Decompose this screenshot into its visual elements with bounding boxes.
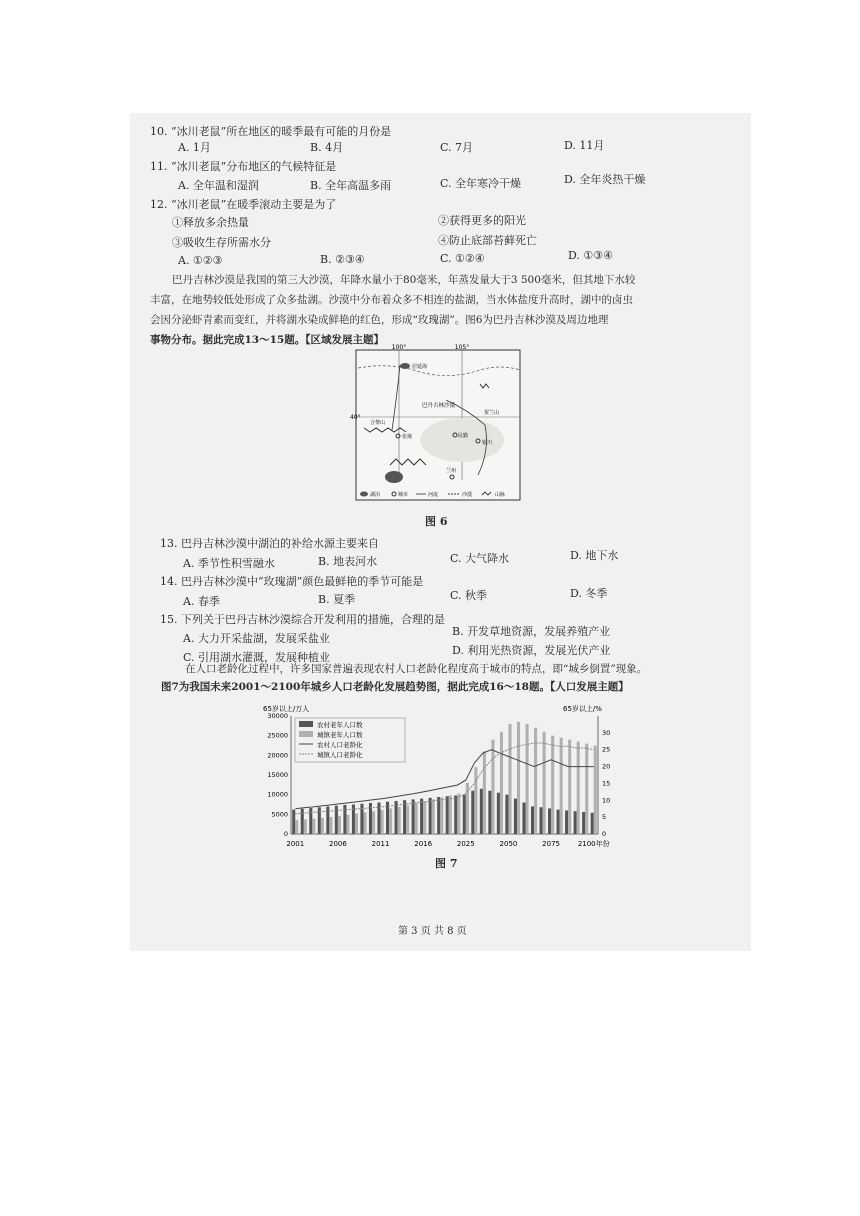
q12-statement-2: ②获得更多的阳光 xyxy=(438,214,526,227)
map-label-minqin: 民勤 xyxy=(458,433,469,439)
bar-urban-2100 xyxy=(594,746,597,835)
bar-rural-2014 xyxy=(403,800,406,834)
bar-urban-2025 xyxy=(466,783,469,834)
bar-rural-2005 xyxy=(326,806,329,834)
legend-rural-count-swatch xyxy=(299,721,313,727)
bar-urban-2075 xyxy=(551,736,554,834)
q15-stem: 15. 下列关于巴丹吉林沙漠综合开发利用的措施，合理的是 xyxy=(160,613,445,626)
legend-city: 城市 xyxy=(398,492,409,498)
passage2-line-2: 图7为我国未来2001～2100年城乡人口老龄化发展趋势图，据此完成16～18题。【人口发展主题】 xyxy=(161,681,629,693)
map-label-yinchuan: 银川 xyxy=(482,440,493,446)
bar-rural-2003 xyxy=(309,808,312,834)
q12-statement-4: ④防止底部苔藓死亡 xyxy=(438,234,537,247)
bar-urban-2012 xyxy=(389,808,392,834)
bar-rural-2075 xyxy=(548,808,551,834)
q12-stem: 12. “冰川老鼠”在暖季滚动主要是为了 xyxy=(150,198,337,211)
q11-stem: 11. “冰川老鼠”分布地区的气候特征是 xyxy=(150,160,337,173)
map-label-lanzhou: 兰州 xyxy=(446,468,457,474)
chart-ytick-left: 0 xyxy=(283,830,288,838)
bar-urban-2004 xyxy=(321,818,324,834)
chart-ytick-left: 25000 xyxy=(267,731,288,740)
bar-urban-2016 xyxy=(423,801,426,834)
bar-urban-2003 xyxy=(312,819,315,834)
legend-urban-count-swatch xyxy=(299,731,313,737)
figure-6-caption: 图 6 xyxy=(425,515,448,528)
map-label-desert: 巴丹吉林沙漠 xyxy=(422,403,456,409)
passage2-line-1: 在人口老龄化过程中，许多国家普遍表现农村人口老龄化程度高于城市的特点，即“城乡倒置”现象。 xyxy=(185,663,648,675)
q14-option-b: B. 夏季 xyxy=(318,593,356,606)
bar-urban-2085 xyxy=(568,740,571,834)
q11-option-d: D. 全年炎热干燥 xyxy=(564,173,646,186)
q11-option-c: C. 全年寒冷干燥 xyxy=(440,177,522,190)
bar-rural-2002 xyxy=(301,809,304,834)
legend-lake: 湖泊 xyxy=(370,492,381,498)
bar-urban-2006 xyxy=(338,816,341,834)
passage1-line-1: 巴丹吉林沙漠是我国的第三大沙漠，年降水量小于80毫米，年蒸发量大于3 500毫米，但其地下水较 xyxy=(172,274,636,286)
bar-rural-2085 xyxy=(565,810,568,834)
chart-ytick-right: 30 xyxy=(602,728,611,737)
q15-option-b: B. 开发草地资源，发展养殖产业 xyxy=(452,625,611,638)
bar-urban-2005 xyxy=(329,817,332,834)
chart-ytick-left: 5000 xyxy=(271,810,288,819)
bar-rural-2090 xyxy=(574,811,577,834)
bar-urban-2070 xyxy=(543,732,546,834)
legend-river: 河流 xyxy=(428,492,439,498)
bar-urban-2011 xyxy=(381,810,384,834)
chart-ytick-left: 30000 xyxy=(267,712,288,720)
q13-option-c: C. 大气降水 xyxy=(450,552,510,565)
passage1-line-2: 丰富，在地势较低处形成了众多盐湖。沙漠中分布着众多不相连的盐湖，当水体盐度升高时，湖中的卤虫 xyxy=(150,294,633,306)
figure-7-caption: 图 7 xyxy=(435,857,458,870)
bar-urban-2014 xyxy=(406,805,409,834)
page-footer: 第 3 页 共 8 页 xyxy=(398,926,467,937)
q10-option-c: C. 7月 xyxy=(440,141,474,154)
chart-xtick-label: 2075 xyxy=(542,840,561,848)
bar-rural-2040 xyxy=(488,791,491,834)
chart-legend xyxy=(295,718,405,762)
bar-urban-2065 xyxy=(534,728,537,834)
q11-option-b: B. 全年高温多雨 xyxy=(310,179,392,192)
chart-xtick-label: 2100年份 xyxy=(577,840,610,848)
bar-urban-2050 xyxy=(508,724,511,834)
bar-urban-2008 xyxy=(355,814,358,834)
chart-ytick-left: 15000 xyxy=(267,771,288,779)
bar-urban-2015 xyxy=(415,803,418,834)
passage1-line-4: 事物分布。据此完成13～15题。【区域发展主题】 xyxy=(150,334,384,346)
bar-rural-2020 xyxy=(454,795,457,834)
bar-urban-2055 xyxy=(517,722,520,834)
q10-option-a: A. 1月 xyxy=(178,141,211,154)
q12-option-b: B. ②③④ xyxy=(320,253,365,266)
q10-option-d: D. 11月 xyxy=(564,139,605,152)
lake-juyan xyxy=(400,363,410,369)
q12-option-d: D. ①③④ xyxy=(568,249,614,262)
bar-rural-2019 xyxy=(446,796,449,834)
bar-rural-2095 xyxy=(582,812,585,834)
bar-urban-2018 xyxy=(440,797,443,834)
legend-urban-aging: 城镇人口老龄化 xyxy=(317,751,363,759)
chart-ylabel-left: 65岁以上/万人 xyxy=(263,705,310,713)
chart-xtick-label: 2011 xyxy=(371,840,390,848)
bar-rural-2018 xyxy=(437,797,440,834)
passage-badain-jaran xyxy=(150,270,710,350)
q13-stem: 13. 巴丹吉林沙漠中湖泊的补给水源主要来自 xyxy=(160,537,379,550)
bar-urban-2019 xyxy=(449,795,452,834)
bar-rural-2017 xyxy=(429,798,432,834)
bar-urban-2030 xyxy=(474,767,477,834)
map-lon-100: 100° xyxy=(391,344,407,351)
chart-xtick-label: 2001 xyxy=(286,840,305,848)
bar-rural-2045 xyxy=(497,793,500,834)
q12-statement-1: ①释放多余热量 xyxy=(172,216,249,229)
bar-urban-2040 xyxy=(491,740,494,834)
map-lat-40: 40° xyxy=(350,414,361,421)
figure-6-map xyxy=(350,340,522,508)
bar-urban-2060 xyxy=(526,724,529,834)
map-label-heli: 合黎山 xyxy=(370,420,386,426)
passage1-line-3: 会因分泌虾青素而变红，并将湖水染成鲜艳的红色，形成“玫瑰湖”。图6为巴丹吉林沙漠及周边地理 xyxy=(150,314,609,326)
legend-lake-swatch xyxy=(360,492,368,497)
legend-urban-count: 城镇老年人口数 xyxy=(317,731,363,739)
bar-rural-2015 xyxy=(412,799,415,834)
bar-rural-2035 xyxy=(480,789,483,834)
lake-qinghai xyxy=(385,471,403,483)
bar-urban-2010 xyxy=(372,811,375,834)
bar-urban-2035 xyxy=(483,751,486,834)
q12-option-a: A. ①②③ xyxy=(178,254,223,267)
q10-stem: 10. “冰川老鼠”所在地区的暖季最有可能的月份是 xyxy=(150,125,392,138)
q14-stem: 14. 巴丹吉林沙漠中“玫瑰湖”颜色最鲜艳的季节可能是 xyxy=(160,575,424,588)
chart-ytick-right: 20 xyxy=(602,762,611,771)
map-label-helan: 贺兰山 xyxy=(484,410,500,416)
chart-ytick-right: 15 xyxy=(602,779,611,788)
chart-xtick-label: 2025 xyxy=(456,840,475,848)
bar-urban-2045 xyxy=(500,732,503,834)
chart-ytick-right: 25 xyxy=(602,745,611,754)
bar-rural-2050 xyxy=(505,795,508,834)
q15-option-c: C. 引用湖水灌溉，发展种植业 xyxy=(183,651,331,664)
chart-ytick-right: 0 xyxy=(602,830,607,838)
chart-ytick-right: 10 xyxy=(602,796,611,805)
chart-xtick-label: 2016 xyxy=(414,840,433,848)
bar-rural-2025 xyxy=(463,795,466,834)
q13-option-d: D. 地下水 xyxy=(570,549,619,562)
bar-rural-2001 xyxy=(292,810,295,834)
legend-mountain: 山脉 xyxy=(495,492,506,498)
bar-rural-2016 xyxy=(420,799,423,834)
bar-urban-2009 xyxy=(363,812,366,834)
chart-ytick-left: 20000 xyxy=(267,751,288,760)
legend-rural-aging: 农村人口老龄化 xyxy=(317,741,363,749)
legend-rural-count: 农村老年人口数 xyxy=(317,721,363,729)
bar-rural-2030 xyxy=(471,791,474,834)
q14-option-c: C. 秋季 xyxy=(450,589,488,602)
bar-rural-2013 xyxy=(395,801,398,834)
figure-7-chart xyxy=(255,702,625,854)
chart-xtick-label: 2050 xyxy=(499,840,518,848)
bar-urban-2020 xyxy=(457,793,460,834)
chart-ytick-left: 10000 xyxy=(267,790,288,799)
q15-option-d: D. 利用光热资源，发展光伏产业 xyxy=(452,644,611,657)
q13-option-b: B. 地表河水 xyxy=(318,555,378,568)
bar-urban-2017 xyxy=(432,799,435,834)
bar-urban-2095 xyxy=(585,744,588,834)
map-lon-105: 105° xyxy=(454,344,470,351)
chart-ylabel-right: 65岁以上/% xyxy=(563,705,602,713)
q14-option-d: D. 冬季 xyxy=(570,587,608,600)
q12-statement-3: ③吸收生存所需水分 xyxy=(172,236,271,249)
bar-urban-2013 xyxy=(398,807,401,834)
bar-rural-2100 xyxy=(591,813,594,834)
bar-rural-2080 xyxy=(557,810,560,834)
bar-urban-2007 xyxy=(346,815,349,834)
bar-rural-2060 xyxy=(522,803,525,834)
bar-urban-2090 xyxy=(577,742,580,834)
q10-option-b: B. 4月 xyxy=(310,141,344,154)
bar-urban-2001 xyxy=(295,820,298,834)
bar-rural-2007 xyxy=(343,805,346,834)
chart-xtick-label: 2006 xyxy=(328,840,347,848)
q14-option-a: A. 春季 xyxy=(183,595,220,608)
bar-urban-2080 xyxy=(560,738,563,834)
bar-rural-2055 xyxy=(514,799,517,834)
q11-option-a: A. 全年温和湿润 xyxy=(178,179,259,192)
q13-option-a: A. 季节性积雪融水 xyxy=(183,557,275,570)
bar-rural-2065 xyxy=(531,806,534,834)
q15-option-a: A. 大力开采盐湖，发展采盐业 xyxy=(183,632,330,645)
bar-rural-2006 xyxy=(335,806,338,834)
map-label-zhangye: 张掖 xyxy=(402,434,413,440)
bar-urban-2002 xyxy=(304,819,307,834)
q12-option-c: C. ①②④ xyxy=(440,252,485,265)
chart-ytick-right: 5 xyxy=(602,813,607,822)
bar-rural-2070 xyxy=(539,807,542,834)
map-label-juyan: 居延海 xyxy=(412,364,428,370)
legend-desert: 沙漠 xyxy=(462,492,473,498)
